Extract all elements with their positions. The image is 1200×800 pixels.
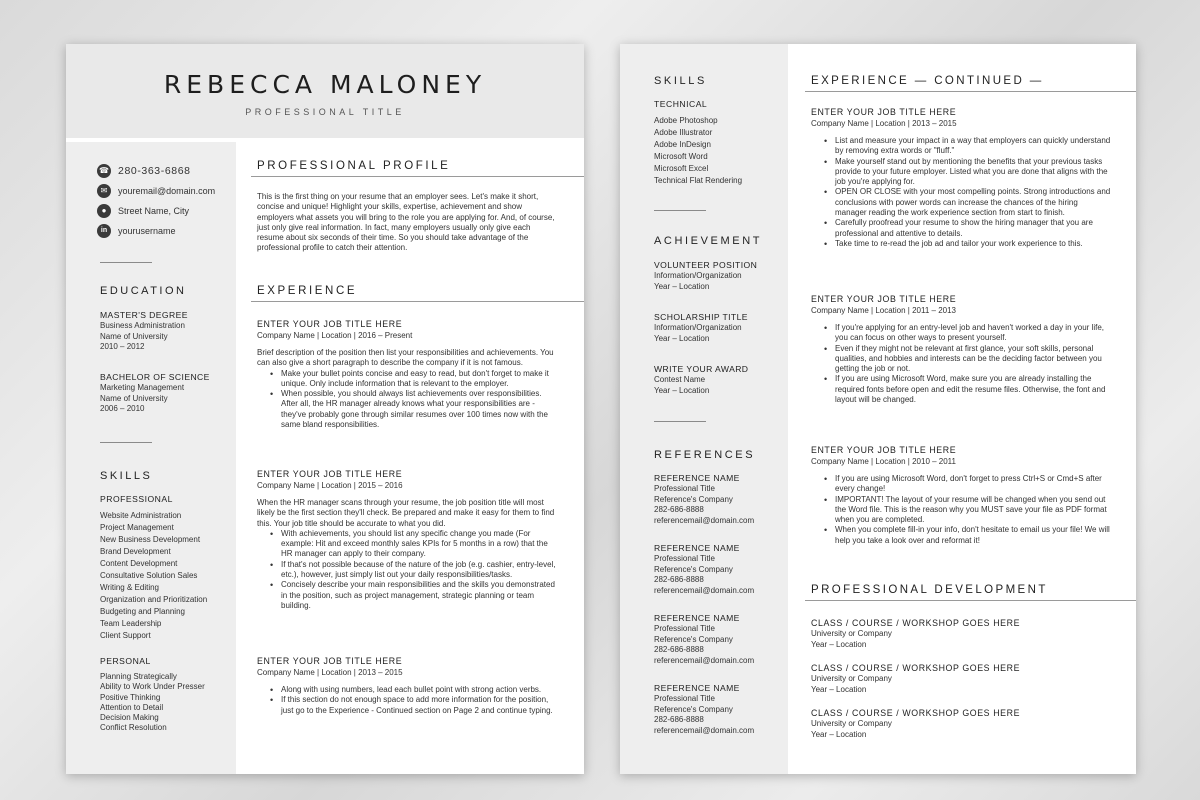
profile-heading: PROFESSIONAL PROFILE (257, 160, 451, 172)
skills-heading: SKILLS (100, 470, 153, 482)
skill-item: Technical Flat Rendering (654, 176, 743, 185)
reference-company: Reference's Company (654, 704, 733, 714)
phone-text: 280-363-6868 (118, 165, 191, 177)
contact-username (97, 224, 176, 238)
address-text: Street Name, City (118, 206, 190, 216)
field-of-study: Business Administration (100, 321, 185, 330)
reference-company: Reference's Company (654, 564, 733, 574)
job-meta: Company Name | Location | 2010 – 2011 (811, 457, 956, 466)
development-item (811, 617, 1111, 650)
bullet-item: • With achievements, you should list any specific change you made (For example: Hit and exceed monthly sales KPIs for 5 months in a row) that the HR manager can apply to their company. (269, 529, 559, 560)
bullet-item: • IMPORTANT! The layout of your resume will be changed when you send out the Word file. This is the reason why you MUST save your file as PDF format when you are completed. (823, 495, 1111, 526)
bullet-item: • Even if they might not be relevant at first glance, your soft skills, personal qualities, and hobbies and interests can be the deciding factor between you getting the job or not. (823, 344, 1111, 375)
school-name: Name of University (100, 331, 168, 341)
achievement-info: Contest Name (654, 375, 706, 384)
left-sidebar (66, 142, 236, 774)
reference-email: referencemail@domain.com (654, 585, 755, 595)
job-bullets (269, 529, 559, 611)
reference-name: REFERENCE NAME (654, 543, 740, 553)
course-year: Year – Location (811, 729, 867, 739)
achievement-item (654, 364, 784, 396)
job-description: When the HR manager scans through your resume, the job position title will most likely be the first section they'll check. Be prepared and make it easy for them to find this. Your job title should be accurate to what you did. (257, 498, 555, 528)
profile-text: This is the first thing on your resume that an employer sees. Let's make it short, concise and unique! Highlight your skills, expertise, achievement and show employers what assets you will bring to the role you are applying for. And, of course, just only give real information. In fact, many employers usually only give each resume about six seconds of their time. So you should take advantage of the professional profile to catch their attention. (257, 192, 555, 253)
reference-company: Reference's Company (654, 634, 733, 644)
skill-item: Organization and Prioritization (100, 595, 208, 604)
achievement-year: Year – Location (654, 385, 710, 395)
reference-name: REFERENCE NAME (654, 683, 740, 693)
course-institution: University or Company (811, 674, 892, 683)
achievement-year: Year – Location (654, 281, 710, 291)
job-description: Brief description of the position then list your responsibilities and achievements. You can also give a short paragraph to describe the company if it is not famous. (257, 348, 554, 368)
achievement-title: SCHOLARSHIP TITLE (654, 312, 748, 322)
reference-title: Professional Title (654, 554, 715, 563)
reference-phone: 282-686-8888 (654, 715, 704, 724)
reference-phone: 282-686-8888 (654, 505, 704, 514)
job-bullets (269, 369, 559, 431)
skills-group-label: PROFESSIONAL (100, 494, 173, 504)
bullet-item: • If you're applying for an entry-level job and haven't worked a day in your life, you can focus on other ways to present yourself. (823, 323, 1111, 344)
job-meta: Company Name | Location | 2016 – Present (257, 331, 413, 340)
reference-company: Reference's Company (654, 494, 733, 504)
divider (654, 210, 706, 211)
resume-page-2 (620, 44, 1136, 774)
degree: BACHELOR OF SCIENCE (100, 372, 210, 382)
bullet-item: • If you are using Microsoft Word, don't forget to press Ctrl+S or Cmd+S after every change! (823, 474, 1111, 495)
email-icon: ✉ (97, 184, 111, 198)
personal-skills (100, 656, 230, 734)
bullet-item: • If this section do not enough space to add more information for the position, just go to the Experience - Continued section on Page 2 and continue typing. (269, 695, 559, 716)
reference-title: Professional Title (654, 624, 715, 633)
location-pin-icon: ● (97, 204, 111, 218)
heading-rule (251, 301, 584, 302)
reference-name: REFERENCE NAME (654, 473, 740, 483)
skill-item: Adobe Illustrator (654, 128, 713, 137)
contact-email (97, 184, 215, 198)
job-bullets (269, 685, 559, 716)
job-meta: Company Name | Location | 2011 – 2013 (811, 306, 956, 315)
left-sidebar (620, 44, 788, 774)
job-entry (811, 444, 1111, 546)
skill-item: Attention to Detail (100, 702, 164, 712)
job-meta: Company Name | Location | 2013 – 2015 (257, 668, 403, 677)
development-list (811, 617, 1111, 752)
job-meta: Company Name | Location | 2015 – 2016 (257, 481, 403, 490)
skill-item: Decision Making (100, 713, 159, 723)
education-item (100, 372, 230, 415)
field-of-study: Marketing Management (100, 383, 185, 392)
username-text: yourusername (118, 226, 176, 236)
name-header-band (66, 44, 584, 138)
bullet-item: • OPEN OR CLOSE with your most compelling points. Strong introductions and conclusions with power words can increase the chances of the hiring manager reading the work experience section from start to finish. (823, 187, 1111, 218)
skill-item: Adobe Photoshop (654, 116, 718, 125)
job-title: ENTER YOUR JOB TITLE HERE (811, 445, 957, 455)
reference-item (654, 543, 784, 596)
achievement-info: Information/Organization (654, 323, 742, 332)
heading-rule (805, 91, 1136, 92)
professional-skills (100, 494, 230, 642)
course-title: CLASS / COURSE / WORKSHOP GOES HERE (811, 663, 1021, 673)
bullet-item: • If that's not possible because of the nature of the job (e.g. cashier, entry-level, etc.), however, just simply list out your daily responsibilities/tasks. (269, 560, 559, 581)
contact-address (97, 204, 189, 218)
course-title: CLASS / COURSE / WORKSHOP GOES HERE (811, 708, 1021, 718)
achievement-title: WRITE YOUR AWARD (654, 364, 749, 374)
school-name: Name of University (100, 393, 168, 403)
achievement-heading: ACHIEVEMENT (654, 235, 763, 247)
job-entry (257, 468, 559, 611)
job-meta: Company Name | Location | 2013 – 2015 (811, 119, 957, 128)
job-entry (257, 655, 559, 716)
skill-item: Writing & Editing (100, 583, 159, 592)
skills-group-label: TECHNICAL (654, 99, 708, 109)
skill-item: Project Management (100, 523, 174, 532)
reference-name: REFERENCE NAME (654, 613, 740, 623)
skill-item: Conflict Resolution (100, 723, 167, 733)
experience-heading: EXPERIENCE (257, 285, 358, 297)
reference-title: Professional Title (654, 484, 715, 493)
reference-item (654, 683, 784, 736)
job-title: ENTER YOUR JOB TITLE HERE (257, 469, 403, 479)
professional-title: PROFESSIONAL TITLE (245, 107, 405, 117)
profile-section (257, 192, 559, 254)
job-bullets (823, 323, 1111, 405)
bullet-item: • When possible, you should always list achievements over responsibilities. After all, the HR manager already knows what your responsibilities are - they've probably gone through similar resumes over 100 times now with the same bland responsibilities. (269, 389, 559, 430)
heading-rule (251, 176, 584, 177)
job-title: ENTER YOUR JOB TITLE HERE (811, 294, 957, 304)
job-title: ENTER YOUR JOB TITLE HERE (257, 319, 403, 329)
email-text: youremail@domain.com (118, 186, 216, 196)
heading-rule (805, 600, 1136, 601)
reference-item (654, 613, 784, 666)
contact-phone (97, 164, 191, 178)
bullet-item: • Take time to re-read the job ad and tailor your work experience to this. (823, 239, 1111, 249)
skill-item: Planning Strategically (100, 672, 177, 681)
achievement-title: VOLUNTEER POSITION (654, 260, 758, 270)
job-bullets (823, 136, 1111, 249)
achievement-item (654, 312, 784, 344)
bullet-item: • Make your bullet points concise and easy to read, but don't forget to make it unique. Only include information that is relevant to the employer. (269, 369, 559, 390)
development-item (811, 707, 1111, 740)
experience-continued-heading: EXPERIENCE — CONTINUED — (811, 75, 1044, 87)
development-item (811, 662, 1111, 695)
course-institution: University or Company (811, 629, 892, 638)
reference-phone: 282-686-8888 (654, 645, 704, 654)
bullet-item: • Make yourself stand out by mentioning the benefits that your previous tasks provide to your future employer. Listed what you are done that aligns with the job you're applying for. (823, 157, 1111, 188)
reference-phone: 282-686-8888 (654, 575, 704, 584)
skill-item: Brand Development (100, 547, 171, 556)
skill-item: Website Administration (100, 511, 182, 520)
achievement-info: Information/Organization (654, 271, 742, 280)
skill-item: Adobe InDesign (654, 140, 711, 149)
skills-heading: SKILLS (654, 75, 707, 87)
skill-item: Client Support (100, 631, 151, 640)
bullet-item: • Concisely describe your main responsibilities and the skills you demonstrated in the position, such as project management, strategic planning or team building. (269, 580, 559, 611)
course-year: Year – Location (811, 639, 867, 649)
reference-email: referencemail@domain.com (654, 725, 755, 735)
skill-item: New Business Development (100, 535, 201, 544)
bullet-item: • When you complete fill-in your info, don't hesitate to email us your file! We will help you take a look over and reformat it! (823, 525, 1111, 546)
reference-email: referencemail@domain.com (654, 515, 755, 525)
skill-item: Positive Thinking (100, 692, 161, 702)
divider (100, 262, 152, 263)
bullet-item: • Along with using numbers, lead each bullet point with strong action verbs. (269, 685, 559, 695)
course-title: CLASS / COURSE / WORKSHOP GOES HERE (811, 618, 1021, 628)
job-entry (811, 106, 1111, 249)
achievement-year: Year – Location (654, 333, 710, 343)
education-heading: EDUCATION (100, 285, 187, 297)
references-heading: REFERENCES (654, 449, 756, 461)
skill-item: Microsoft Word (654, 152, 708, 161)
degree: MASTER'S DEGREE (100, 310, 188, 320)
job-title: ENTER YOUR JOB TITLE HERE (257, 656, 403, 666)
study-years: 2010 – 2012 (100, 342, 145, 351)
candidate-name: REBECCA MALONEY (163, 70, 487, 99)
phone-icon: ☎ (97, 164, 111, 178)
skill-item: Team Leadership (100, 619, 162, 628)
resume-page-1 (66, 44, 584, 774)
job-bullets (823, 474, 1111, 546)
skill-item: Microsoft Excel (654, 164, 709, 173)
achievement-item (654, 260, 784, 292)
education-item (100, 310, 230, 353)
reference-title: Professional Title (654, 694, 715, 703)
skills-group-label: PERSONAL (100, 656, 151, 666)
reference-email: referencemail@domain.com (654, 655, 755, 665)
skill-item: Content Development (100, 559, 178, 568)
job-title: ENTER YOUR JOB TITLE HERE (811, 107, 957, 117)
job-entry (257, 318, 559, 430)
bullet-item: • If you are using Microsoft Word, make sure you are already installing the required fonts before open and edit the resume files. Otherwise, the font and layout will be changed. (823, 374, 1111, 405)
bullet-item: • List and measure your impact in a way that employers can quickly understand by removing extra words or "fluff." (823, 136, 1111, 157)
course-year: Year – Location (811, 684, 867, 694)
divider (100, 442, 152, 443)
bullet-item: • Carefully proofread your resume to show the hiring manager that you are professional and attentive to details. (823, 218, 1111, 239)
skill-item: Consultative Solution Sales (100, 571, 198, 580)
study-years: 2006 – 2010 (100, 404, 145, 413)
professional-development-heading: PROFESSIONAL DEVELOPMENT (811, 584, 1048, 596)
technical-skills (654, 99, 784, 187)
course-institution: University or Company (811, 719, 892, 728)
linkedin-icon: in (97, 224, 111, 238)
reference-item (654, 473, 784, 526)
skill-item: Ability to Work Under Presser (100, 682, 205, 692)
skill-item: Budgeting and Planning (100, 607, 185, 616)
divider (654, 421, 706, 422)
job-entry (811, 293, 1111, 405)
